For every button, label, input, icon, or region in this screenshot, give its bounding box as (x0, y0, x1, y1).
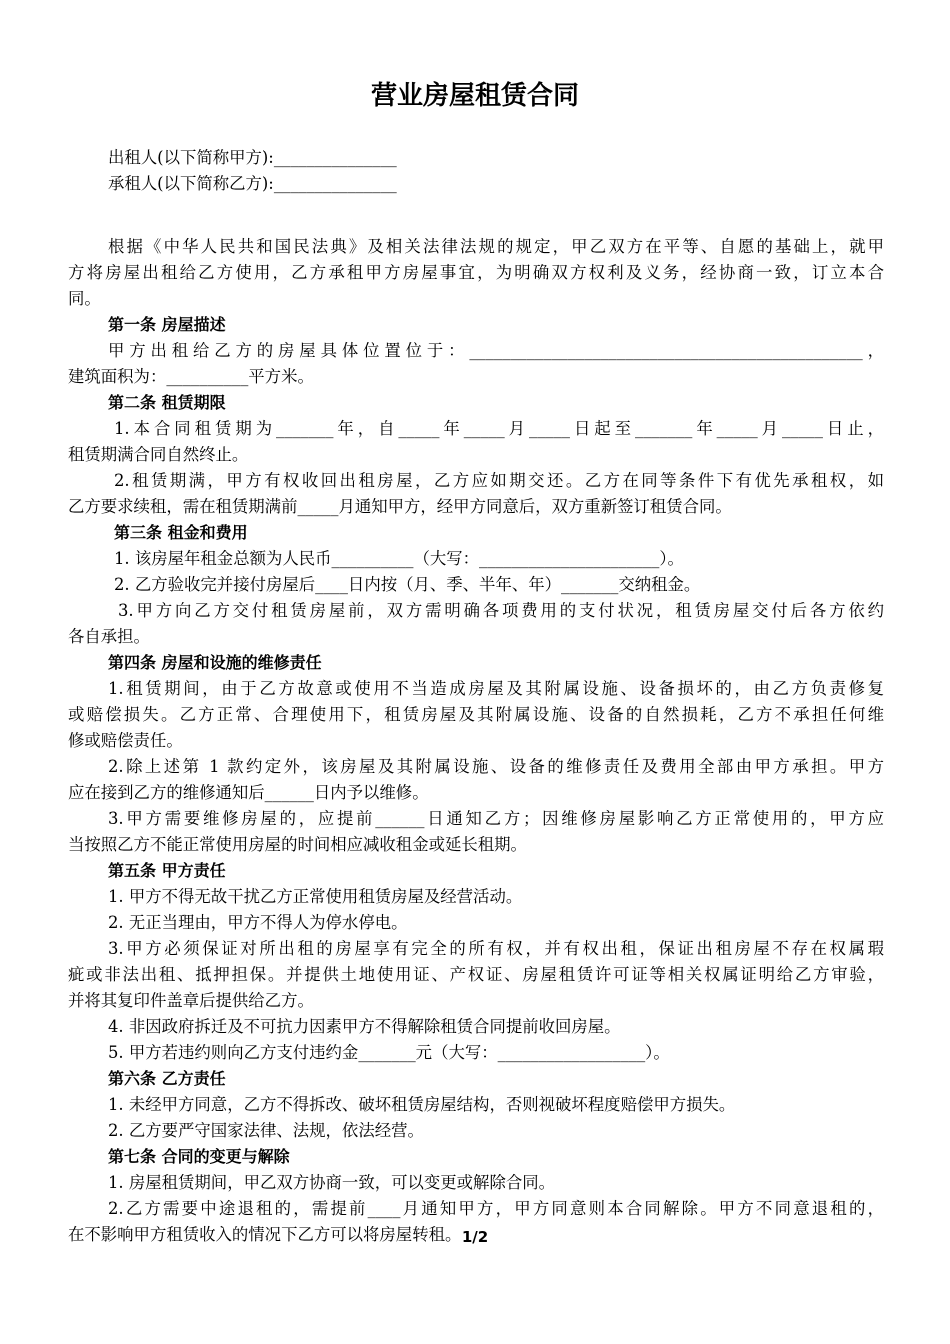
contract-text-line: 2. 乙方要严守国家法律、法规，依法经营。 (108, 1121, 424, 1140)
contract-text-line: 各自承担。 (68, 627, 150, 646)
contract-text-line: 2.除上述第 1 款约定外，该房屋及其附属设施、设备的维修责任及费用全部由甲方承担。甲方 (108, 757, 884, 776)
contract-text-line: 在不影响甲方租赁收入的情况下乙方可以将房屋转租。 (68, 1225, 462, 1244)
contract-text-line: 修或赔偿责任。 (68, 731, 183, 750)
contract-text-line: 租赁期满合同自然终止。 (68, 445, 249, 464)
contract-text-line: 3.甲方必须保证对所出租的房屋享有完全的所有权，并有权出租，保证出租房屋不存在权属瑕 (108, 939, 884, 958)
contract-text-line: 3.甲方向乙方交付租赁房屋前，双方需明确各项费用的支付状况，租赁房屋交付后各方依约 (118, 601, 884, 620)
contract-text-line: 2.租赁期满，甲方有权收回出租房屋，乙方应如期交还。乙方在同等条件下有优先承租权，如 (114, 471, 884, 490)
document-title: 营业房屋租赁合同 (370, 81, 579, 111)
contract-text-line: 方将房屋出租给乙方使用，乙方承租甲方房屋事宜，为明确双方权利及义务，经协商一致，订立本合 (68, 263, 884, 282)
article-heading: 第四条 房屋和设施的维修责任 (108, 653, 322, 672)
contract-text-line: 1.本合同租赁期为_______年，自_____年_____月_____日起至_______年_____月_____日止， (114, 419, 884, 438)
article-heading: 第五条 甲方责任 (108, 861, 226, 880)
contract-text-line: 建筑面积为：__________平方米。 (68, 367, 314, 386)
contract-text-line: 1. 甲方不得无故干扰乙方正常使用租赁房屋及经营活动。 (108, 887, 523, 906)
contract-text-line: 4. 非因政府拆迁及不可抗力因素甲方不得解除租赁合同提前收回房屋。 (108, 1017, 621, 1036)
contract-text-line: 疵或非法出租、抵押担保。并提供土地使用证、产权证、房屋租赁许可证等相关权属证明给乙方审验， (68, 965, 884, 984)
contract-text-line: 或赔偿损失。乙方正常、合理使用下，租赁房屋及其附属设施、设备的自然损耗，乙方不承担任何维 (68, 705, 884, 724)
contract-text-line: 1.租赁期间，由于乙方故意或使用不当造成房屋及其附属设施、设备损坏的，由乙方负责修复 (108, 679, 884, 698)
article-heading: 第一条 房屋描述 (108, 315, 226, 334)
contract-text-line: 根据《中华人民共和国民法典》及相关法律法规的规定，甲乙双方在平等、自愿的基础上，就甲 (108, 237, 884, 256)
contract-text-line: 同。 (68, 289, 101, 308)
contract-text-line: 应在接到乙方的维修通知后______日内予以维修。 (68, 783, 429, 802)
contract-text-line: 当按照乙方不能正常使用房屋的时间相应减收租金或延长租期。 (68, 835, 527, 854)
contract-text-line: 乙方要求续租，需在租赁期满前_____月通知甲方，经甲方同意后，双方重新签订租赁合同。 (68, 497, 732, 516)
contract-text-line: 甲方出租给乙方的房屋具体位置位于：________________________________________________， (108, 341, 884, 360)
contract-text-line: 3.甲方需要维修房屋的，应提前______日通知乙方；因维修房屋影响乙方正常使用的，甲方应 (108, 809, 884, 828)
contract-text-line: 2. 无正当理由，甲方不得人为停水停电。 (108, 913, 408, 932)
lessor-line: 出租人(以下简称甲方):_______________ (108, 148, 397, 167)
contract-text-line: 并将其复印件盖章后提供给乙方。 (68, 991, 314, 1010)
contract-text-line: 2. 乙方验收完并接付房屋后____日内按（月、季、半年、年）_______交纳租金。 (114, 575, 701, 594)
contract-text-line: 1. 房屋租赁期间，甲乙双方协商一致，可以变更或解除合同。 (108, 1173, 556, 1192)
contract-text-line: 2.乙方需要中途退租的，需提前____月通知甲方，甲方同意则本合同解除。甲方不同意退租的， (108, 1199, 884, 1218)
article-heading: 第三条 租金和费用 (114, 523, 248, 542)
article-heading: 第六条 乙方责任 (108, 1069, 226, 1088)
article-heading: 第七条 合同的变更与解除 (108, 1147, 290, 1166)
page-number: 1/2 (461, 1228, 489, 1246)
lessee-line: 承租人(以下简称乙方):_______________ (108, 174, 397, 193)
contract-text-line: 1. 未经甲方同意，乙方不得拆改、破坏租赁房屋结构，否则视破坏程度赔偿甲方损失。 (108, 1095, 736, 1114)
contract-text-line: 1. 该房屋年租金总额为人民币__________（大写：______________________）。 (114, 549, 684, 568)
contract-text-line: 5. 甲方若违约则向乙方支付违约金_______元（大写：__________________）。 (108, 1043, 670, 1062)
article-heading: 第二条 租赁期限 (108, 393, 226, 412)
